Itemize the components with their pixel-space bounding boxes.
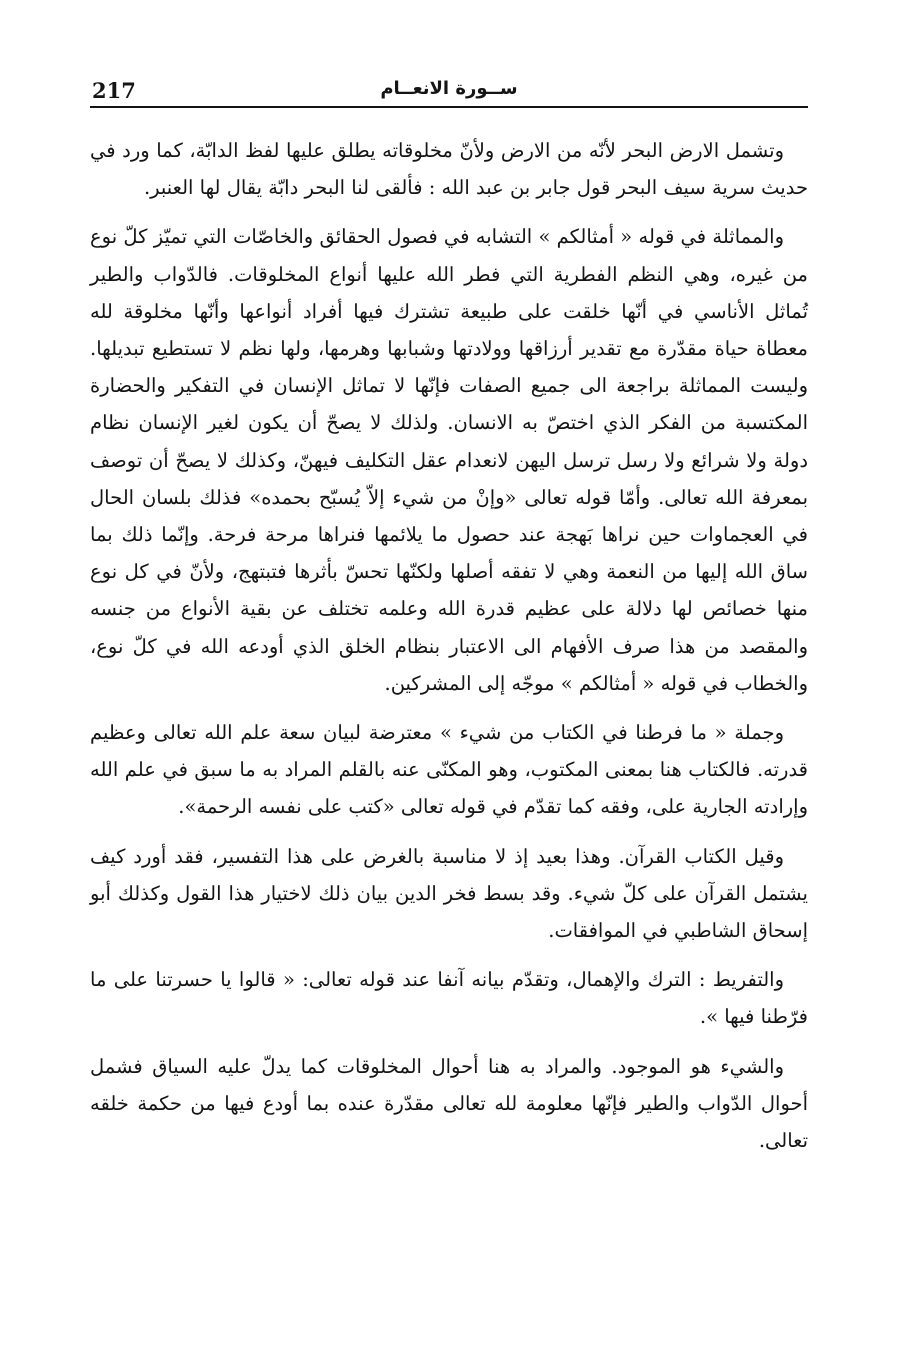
paragraph-resemblance: والمماثلة في قوله « أمثالكم » التشابه في فصول الحقائق والخاصّات التي تميّز كلّ نوع من غيره، وهي النظم الفطرية التي فطر الله عليها أنواع المخلوقات. فالدّواب والطير تُماثل الأناسي في أنّها خلقت على طبيعة تشترك فيها أفراد أنواعها وأنّها مخلوقة لله معطاة حياة مقدّرة مع تقدير أرزاقها وولادتها وشبابها وهرمها، ولها نظم لا تستطيع تبديلها. وليست المماثلة براجعة الى جميع الصفات فإنّها لا تماثل الإنسان في التفكير والحضارة المكتسبة من الفكر الذي اختصّ به الانسان. ولذلك لا يصحّ أن يكون لغير الإنسان نظام دولة ولا شرائع ولا رسل ترسل اليهن لانعدام عقل التكليف فيهنّ، وكذلك لا يصحّ أن توصف بمعرفة الله تعالى. وأمّا قوله تعالى «وإنْ من شيء إلاّ يُسبّح بحمده» فذلك بلسان الحال في العجماوات حين نراها بَهجة عند حصول ما يلائمها فنراها مرحة فرحة. وإنّما ذلك بما ساق الله إليها من النعمة وهي لا تفقه أصلها ولكنّها تحسّ بأثرها فتبتهج، ولأنّ في كل نوع منها خصائص لها دلالة على عظيم قدرة الله وعلمه تختلف عن بقية الأنواع من جنسه والمقصد من هذا صرف الأفهام الى الاعتبار بنظام الخلق الذي أودعه الله في كلّ نوع، والخطاب في قوله « أمثالكم » موجّه إلى المشركين. bbox=[90, 225, 808, 695]
page-number: 217 bbox=[92, 78, 136, 103]
paragraph-book-omission: وجملة « ما فرطنا في الكتاب من شيء » معترضة لبيان سعة علم الله تعالى وعظيم قدرته. فالكتاب هنا بمعنى المكتوب، وهو المكنّى عنه بالقلم المراد به ما سبق في علم الله وإرادته الجارية على، وفقه كما تقدّم في قوله تعالى «كتب على نفسه الرحمة». bbox=[90, 721, 808, 819]
paragraph-shay: والشيء هو الموجود. والمراد به هنا أحوال المخلوقات كما يدلّ عليه السياق فشمل أحوال الدّواب والطير فإنّها معلومة لله تعالى مقدّرة عنده بما أودع فيها من حكمة خلقه تعالى. bbox=[90, 1054, 808, 1153]
header-rule bbox=[90, 106, 808, 108]
paragraph-sea-creatures: وتشمل الارض البحر لأنّه من الارض ولأنّ مخلوقاته يطلق عليها لفظ الدابّة، كما ورد في حديث سرية سيف البحر قول جابر بن عبد الله : فألقى لنا البحر دابّة يقال لها العنبر. bbox=[90, 139, 808, 200]
paragraph-tafrit: والتفريط : الترك والإهمال، وتقدّم بيانه آنفا عند قوله تعالى: « قالوا يا حسرتنا على ما فرّطنا فيها ». bbox=[90, 968, 808, 1029]
body-text bbox=[90, 132, 808, 1159]
paragraph-book-quran: وقيل الكتاب القرآن. وهذا بعيد إذ لا مناسبة بالغرض على هذا التفسير، فقد أورد كيف يشتمل القرآن على كلّ شيء. وقد بسط فخر الدين بيان ذلك لاختيار هذا القول وكذلك أبو إسحاق الشاطبي في الموافقات. bbox=[90, 844, 808, 943]
page-header bbox=[90, 74, 808, 108]
running-head: ســورة الانعــام bbox=[380, 78, 518, 99]
